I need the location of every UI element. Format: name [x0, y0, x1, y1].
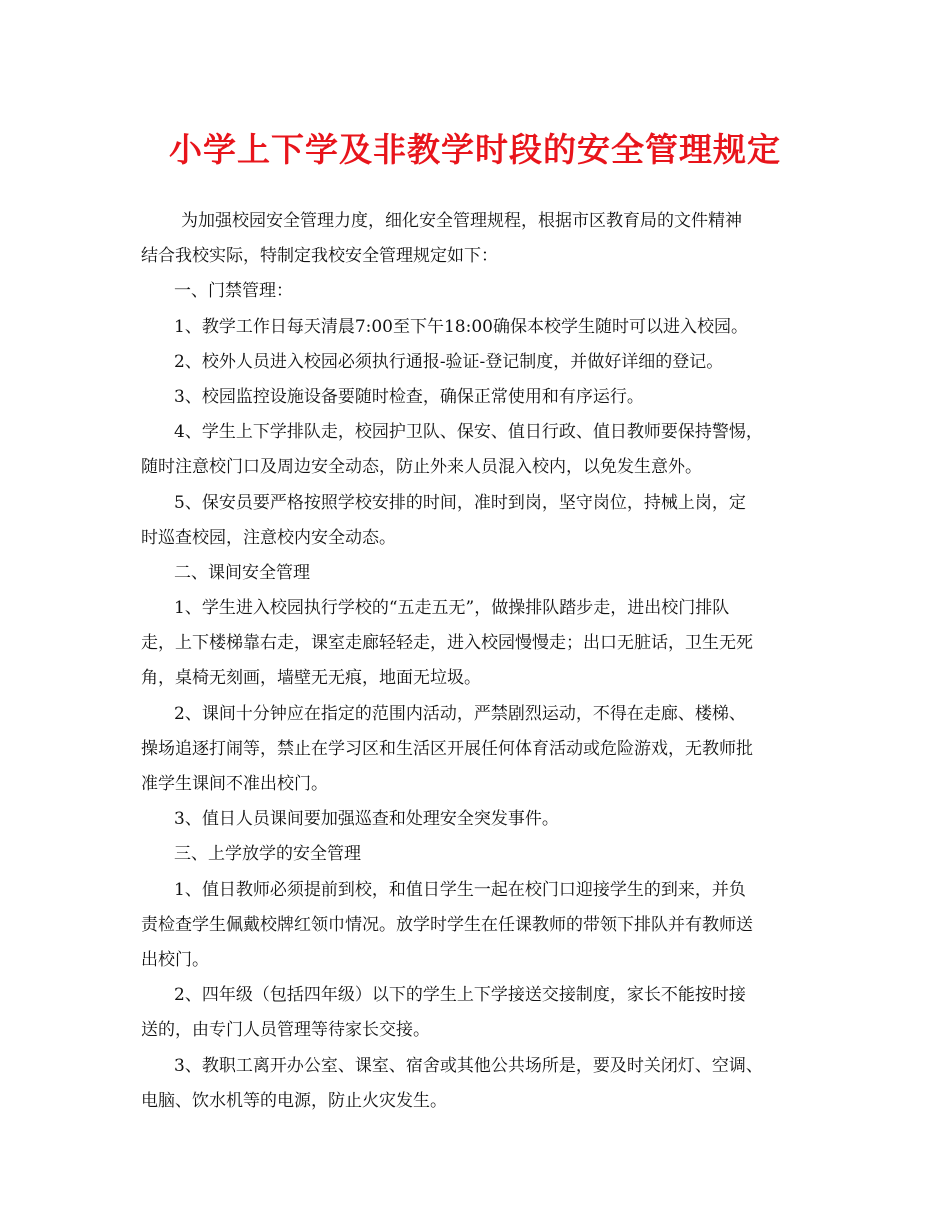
paragraph-line: 3、校园监控设施设备要随时检查，确保正常使用和有序运行。	[174, 386, 644, 407]
document-body	[141, 204, 811, 1119]
paragraph-line: 3、教职工离开办公室、课室、宿舍或其他公共场所是，要及时关闭灯、空调、	[174, 1055, 763, 1076]
section-heading: 二、课间安全管理	[174, 562, 310, 583]
paragraph-line: 操场追逐打闹等，禁止在学习区和生活区开展任何体育活动或危险游戏，无教师批	[141, 738, 753, 759]
paragraph-line: 为加强校园安全管理力度，细化安全管理规程，根据市区教育局的文件精神	[181, 211, 742, 231]
paragraph-line: 2、校外人员进入校园必须执行通报-验证-登记制度，并做好详细的登记。	[174, 351, 724, 372]
paragraph-line: 走，上下楼梯靠右走，课室走廊轻轻走，进入校园慢慢走；出口无脏话，卫生无死	[141, 633, 753, 654]
paragraph-line: 1、值日教师必须提前到校，和值日学生一起在校门口迎接学生的到来，并负	[174, 879, 746, 900]
paragraph-line: 送的，由专门人员管理等待家长交接。	[141, 1020, 430, 1041]
paragraph-line: 1、学生进入校园执行学校的“五走五无”，做操排队踏步走，进出校门排队	[174, 598, 730, 619]
paragraph-line: 2、四年级（包括四年级）以下的学生上下学接送交接制度，家长不能按时接	[174, 985, 746, 1006]
paragraph-line: 1、教学工作日每天清晨7:00至下午18:00确保本校学生随时可以进入校园。	[174, 316, 748, 337]
paragraph-line: 结合我校实际，特制定我校安全管理规定如下：	[141, 246, 498, 267]
paragraph-line: 电脑、饮水机等的电源，防止火灾发生。	[141, 1090, 447, 1111]
paragraph-line: 4、学生上下学排队走，校园护卫队、保安、值日行政、值日教师要保持警惕，	[174, 422, 763, 443]
paragraph-line: 角，桌椅无刻画，墙壁无无痕，地面无垃圾。	[141, 668, 481, 689]
document-title: 小学上下学及非教学时段的安全管理规定	[169, 130, 781, 169]
paragraph-line: 责检查学生佩戴校牌红领巾情况。放学时学生在任课教师的带领下排队并有教师送	[141, 914, 753, 935]
paragraph-line: 3、值日人员课间要加强巡查和处理安全突发事件。	[174, 809, 559, 830]
paragraph-line: 随时注意校门口及周边安全动态，防止外来人员混入校内，以免发生意外。	[141, 457, 702, 478]
paragraph-line: 出校门。	[141, 949, 209, 970]
paragraph-line: 准学生课间不准出校门。	[141, 774, 328, 794]
paragraph-line: 2、课间十分钟应在指定的范围内活动，严禁剧烈运动，不得在走廊、楼梯、	[174, 703, 746, 724]
section-heading: 三、上学放学的安全管理	[174, 844, 361, 865]
paragraph-line: 时巡查校园，注意校内安全动态。	[141, 527, 396, 548]
paragraph-line: 5、保安员要严格按照学校安排的时间，准时到岗，坚守岗位，持械上岗，定	[174, 492, 746, 513]
section-heading: 一、门禁管理：	[174, 281, 293, 302]
